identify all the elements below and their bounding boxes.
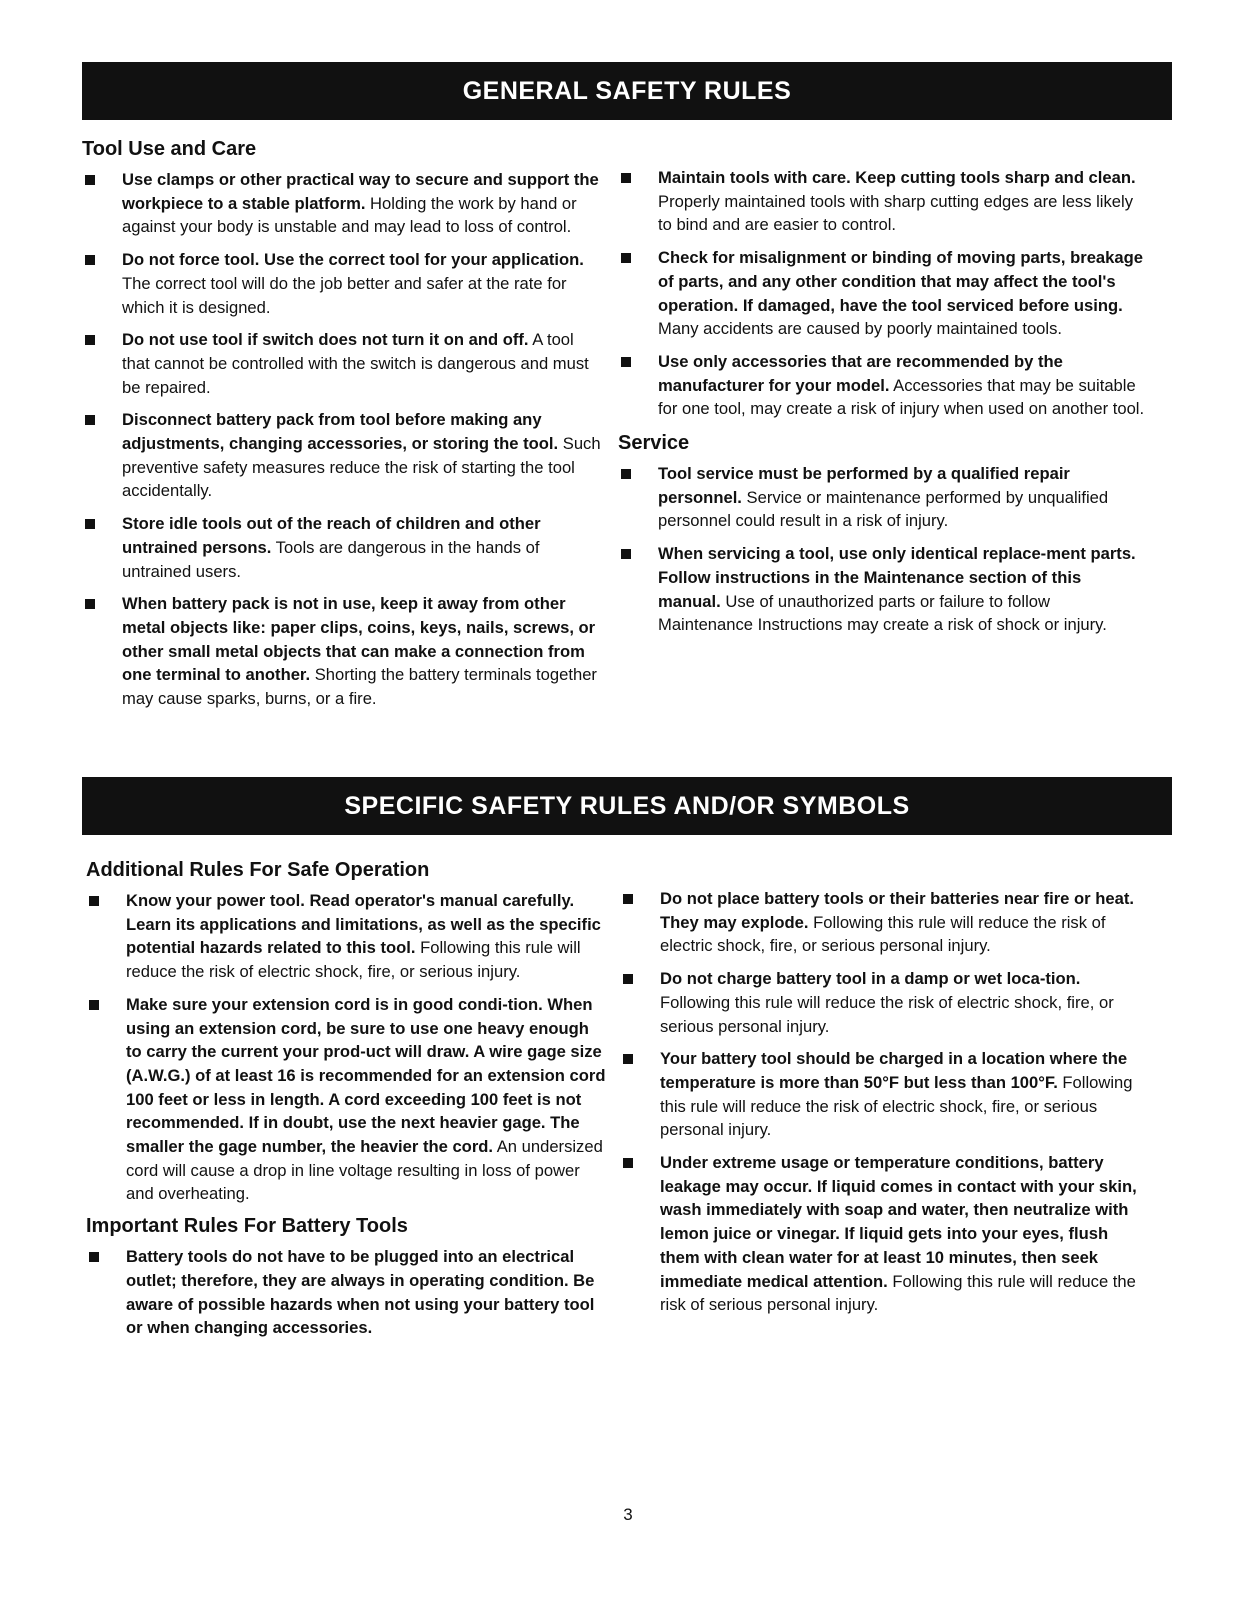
safety-rule-item (618, 462, 1146, 533)
rule-description-text: Following this rule will reduce the risk of electric shock, fire, or serious injury. (126, 938, 581, 982)
specific-left-column (86, 857, 606, 1349)
rule-bold-text: Disconnect battery pack from tool before making any adjustments, changing accessories, or storing the tool. (122, 410, 559, 454)
safety-rule-item (82, 168, 602, 239)
rule-bold-text: Your battery tool should be charged in a location where the temperature is more than 50°F but less than 100°F. (660, 1049, 1128, 1092)
square-bullet-icon (85, 519, 95, 529)
section-heading-battery-rules: Important Rules For Battery Tools (86, 1215, 408, 1238)
rule-description-text: Properly maintained tools with sharp cutting edges are less likely to bind and are easier to control. (658, 191, 1134, 235)
safety-rule-item (86, 1245, 606, 1340)
square-bullet-icon (623, 1054, 633, 1064)
safety-rule-item (82, 592, 602, 711)
rule-list (618, 462, 1146, 637)
section-heading-service: Service (618, 432, 690, 455)
square-bullet-icon (89, 896, 99, 906)
page-number: 3 (623, 1505, 633, 1524)
rule-bold-text: Check for misalignment or binding of moving parts, breakage of parts, and any other condition that may affect the tool's operation. If damaged, have the tool serviced before using. (658, 248, 1143, 315)
rule-description-text: Many accidents are caused by poorly maintained tools. (658, 319, 1063, 339)
square-bullet-icon (621, 357, 631, 367)
safety-rule-item (82, 328, 602, 399)
safety-rule-item (618, 246, 1146, 341)
rule-bold-text: Maintain tools with care. Keep cutting tools sharp and clean. (658, 168, 1136, 187)
general-right-column (618, 166, 1146, 646)
square-bullet-icon (89, 1000, 99, 1010)
square-bullet-icon (621, 549, 631, 559)
rule-description-text: Tools are dangerous in the hands of untrained users. (122, 537, 540, 581)
square-bullet-icon (621, 173, 631, 183)
safety-rule-item (82, 512, 602, 583)
rule-bold-text: Use clamps or other practical way to secure and support the workpiece to a stable platform. (122, 170, 599, 213)
safety-rule-item (82, 248, 602, 319)
rule-bold-text: Do not use tool if switch does not turn it on and off. (122, 330, 529, 350)
rule-description-text: Following this rule will reduce the risk of electric shock, fire, or serious personal injury. (660, 1072, 1133, 1140)
rule-bold-text: Store idle tools out of the reach of children and other untrained persons. (122, 514, 541, 557)
rule-description-text: Use of unauthorized parts or failure to follow Maintenance Instructions may create a risk of shock or injury. (658, 591, 1107, 635)
rule-list (82, 168, 602, 711)
square-bullet-icon (85, 335, 95, 345)
general-safety-banner: GENERAL SAFETY RULES (82, 62, 1172, 120)
rule-bold-text: Tool service must be performed by a qualified repair personnel. (658, 464, 1070, 507)
rule-description-text: Shorting the battery terminals together may cause sparks, burns, or a fire. (122, 665, 597, 709)
safety-rule-item (620, 1151, 1146, 1317)
safety-rule-item (86, 993, 606, 1206)
rule-description-text: A tool that cannot be controlled with the switch is dangerous and must be repaired. (122, 330, 589, 397)
safety-rule-item (618, 350, 1146, 421)
rule-bold-text: Do not force tool. Use the correct tool for your application. (122, 250, 584, 270)
rule-list (618, 166, 1146, 421)
safety-rule-item (618, 166, 1146, 237)
rule-description-text: Following this rule will reduce the risk of electric shock, fire, or serious personal injury. (660, 912, 1106, 956)
rule-bold-text: Battery tools do not have to be plugged into an electrical outlet; therefore, they are always in operating condition. Be aware of possible hazards when not using your battery tool or when changing accessories. (126, 1247, 595, 1338)
rule-description-text: An undersized cord will cause a drop in line voltage resulting in loss of power and overheating. (126, 1137, 603, 1204)
section-heading-tool-use: Tool Use and Care (82, 138, 257, 160)
rule-description-text: The correct tool will do the job better and safer at the rate for which it is designed. (122, 273, 567, 317)
safety-rule-item (618, 542, 1146, 637)
rule-bold-text: When battery pack is not in use, keep it away from other metal objects like: paper clips, coins, keys, nails, screws, or other small metal objects that can make a connection from one terminal to another. (122, 594, 596, 685)
rule-bold-text: Make sure your extension cord is in good condi-tion. When using an extension cord, be sure to use one heavy enough to carry the current your prod-uct will draw. A wire gage size (A.W.G.) of at least 16 is recommended for an extension cord 100 feet or less in length. A cord exceeding 100 feet is not recommended. If in doubt, use the next heavier gage. The smaller the gage number, the heavier the cord. (126, 994, 606, 1157)
safety-rule-item (620, 967, 1146, 1038)
rule-list (86, 889, 606, 1206)
square-bullet-icon (621, 253, 631, 263)
rule-bold-text: Do not place battery tools or their batteries near fire or heat. They may explode. (660, 889, 1134, 932)
square-bullet-icon (623, 974, 633, 984)
safety-rule-item (82, 408, 602, 503)
rule-bold-text: Under extreme usage or temperature conditions, battery leakage may occur. If liquid comes in contact with your skin, wash immediately with soap and water, then neutralize with lemon juice or vinegar. If liquid gets into your eyes, flush them with clean water for at least 10 minutes, then seek immediate medical attention. (660, 1153, 1137, 1291)
square-bullet-icon (85, 175, 95, 185)
rule-description-text: Holding the work by hand or against your body is unstable and may lead to loss of control. (122, 193, 577, 237)
rule-bold-text: Use only accessories that are recommended by the manufacturer for your model. (658, 351, 1063, 395)
square-bullet-icon (85, 599, 95, 609)
general-left-column (82, 136, 602, 720)
rule-list (620, 887, 1146, 1317)
specific-safety-banner: SPECIFIC SAFETY RULES AND/OR SYMBOLS (82, 777, 1172, 835)
safety-rule-item (86, 889, 606, 984)
square-bullet-icon (621, 469, 631, 479)
rule-description-text: Such preventive safety measures reduce the risk of starting the tool accidentally. (122, 434, 601, 501)
rule-bold-text: Do not charge battery tool in a damp or wet loca-tion. (660, 969, 1081, 989)
rule-description-text: Accessories that may be suitable for one tool, may create a risk of injury when used on another tool. (658, 375, 1145, 419)
rule-description-text: Following this rule will reduce the risk of serious personal injury. (660, 1271, 1136, 1315)
rule-list (86, 1245, 606, 1340)
square-bullet-icon (85, 255, 95, 265)
rule-description-text: Service or maintenance performed by unqualified personnel could result in a risk of injury. (658, 487, 1109, 531)
rule-bold-text: When servicing a tool, use only identical replace-ment parts. Follow instructions in the Maintenance section of this manual. (658, 544, 1136, 611)
square-bullet-icon (623, 894, 633, 904)
safety-rule-item (620, 1047, 1146, 1142)
square-bullet-icon (85, 415, 95, 425)
square-bullet-icon (89, 1252, 99, 1262)
rule-bold-text: Know your power tool. Read operator's manual carefully. Learn its applications and limitations, as well as the specific potential hazards related to this tool. (126, 891, 601, 958)
rule-description-text: Following this rule will reduce the risk of electric shock, fire, or serious personal injury. (660, 992, 1114, 1036)
safety-rule-item (620, 887, 1146, 958)
section-heading-additional-rules: Additional Rules For Safe Operation (86, 859, 430, 881)
specific-right-column (620, 887, 1146, 1326)
square-bullet-icon (623, 1158, 633, 1168)
